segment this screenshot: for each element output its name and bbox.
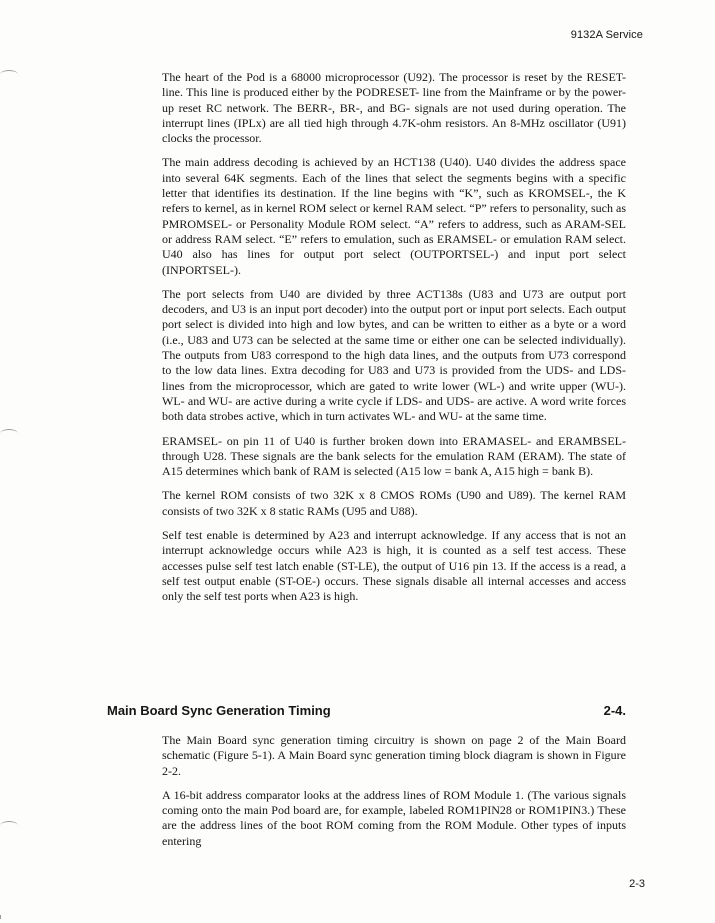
paragraph: ERAMSEL- on pin 11 of U40 is further broken down into ERAMASEL- and ERAMBSEL- through U28. These signals are the bank selects for the emulation RAM (ERAM). The state of A15 determines which bank of RAM is selected (A15 low = bank A, A15 high = bank B). — [162, 433, 626, 479]
body-text — [162, 70, 626, 614]
section-number: 2-4. — [603, 703, 626, 718]
page-number: 2-3 — [629, 878, 645, 890]
paragraph: A 16-bit address comparator looks at the address lines of ROM Module 1. (The various signals coming onto the main Pod board are, for example, labeled ROM1PIN28 or ROM1PIN3.) These are the address lines of the boot ROM coming from the ROM Module. Other types of inputs entering — [162, 787, 626, 848]
section-title: Main Board Sync Generation Timing — [107, 703, 331, 718]
paragraph: Self test enable is determined by A23 and interrupt acknowledge. If any access that is not an interrupt acknowledge occurs while A23 is high, it is counted as a self test access. These accesses pulse self test latch enable (ST-LE), the output of U16 pin 13. If the access is a read, a self test output enable (ST-OE-) occurs. These signals disable all internal accesses and access only the self test ports when A23 is high. — [162, 528, 626, 604]
paragraph: The port selects from U40 are divided by three ACT138s (U83 and U73 are output port decoders, and U3 is an input port decoder) into the output port or input port selects. Each output port select is divided into high and low bytes, and can be written to either as a byte or a word (i.e., U83 and U73 can be selected at the same time or either one can be selected individually). The outputs from U83 correspond to the high data lines, and the outputs from U73 correspond to the low data lines. Extra decoding for U83 and U73 is provided from the UDS- and LDS- lines from the microprocessor, which are gated to write lower (WL-) and write upper (WU-). WL- and WU- are active during a write cycle if LDS- and UDS- are active. A word write forces both data strobes active, which in turn activates WL- and WU- at the same time. — [162, 286, 626, 424]
section-body — [162, 733, 626, 858]
paragraph: The main address decoding is achieved by an HCT138 (U40). U40 divides the address space into several 64K segments. Each of the lines that select the segments begins with a specific letter that identifies its destination. If the line begins with “K”, such as KROMSEL-, the K refers to kernel, as in kernel ROM select or kernel RAM select. “P” refers to personality, such as PMROMSEL- or Personality Module ROM select. “A” refers to address, such as ARAM-SEL or address RAM select. “E” refers to emulation, such as ERAMSEL- or emulation RAM select. U40 also has lines for output port select (OUTPORTSEL-) and input port select (INPORTSEL-). — [162, 155, 626, 277]
margin-mark — [0, 429, 18, 438]
section-heading — [107, 703, 626, 718]
margin-mark — [0, 915, 5, 919]
margin-mark — [0, 821, 18, 830]
paragraph: The kernel ROM consists of two 32K x 8 CMOS ROMs (U90 and U89). The kernel RAM consists of two 32K x 8 static RAMs (U95 and U88). — [162, 488, 626, 518]
page-header: 9132A Service — [570, 29, 643, 41]
paragraph: The Main Board sync generation timing circuitry is shown on page 2 of the Main Board schematic (Figure 5-1). A Main Board sync generation timing block diagram is shown in Figure 2-2. — [162, 733, 626, 778]
margin-mark — [0, 70, 18, 79]
paragraph: The heart of the Pod is a 68000 microprocessor (U92). The processor is reset by the RESET- line. This line is produced either by the PODRESET- line from the Mainframe or by the power-up reset RC network. The BERR-, BR-, and BG- signals are not used during operation. The interrupt lines (IPLx) are all tied high through 4.7K-ohm resistors. An 8-MHz oscillator (U91) clocks the processor. — [162, 70, 626, 146]
